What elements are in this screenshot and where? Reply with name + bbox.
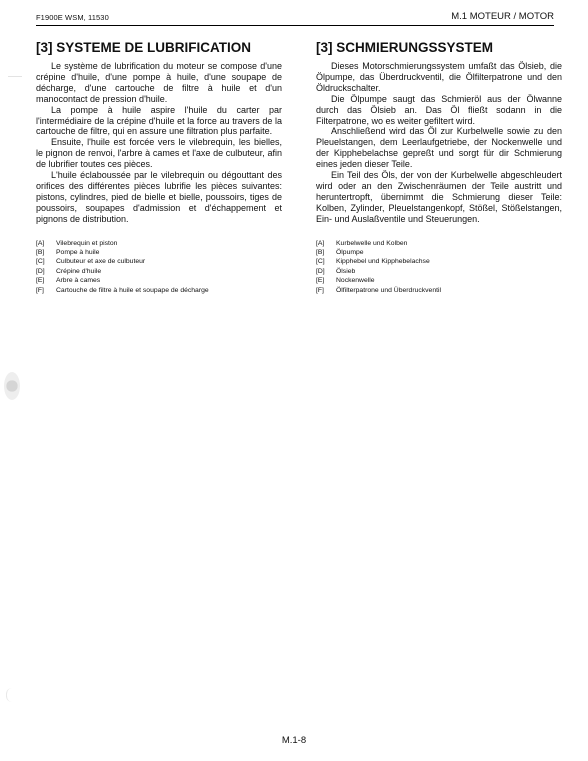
legend-de — [316, 239, 562, 295]
legend-key: [D] — [36, 267, 45, 275]
legend-item — [316, 239, 562, 248]
legend-item — [316, 276, 562, 285]
legend-key: [B] — [316, 249, 325, 256]
german-column — [316, 40, 562, 295]
paragraph: L'huile éclaboussée par le vilebrequin ou dégouttant des orifices des différentes pièces lubrifie les pièces suivantes: pistons, cylindres, pied de bielle et bielle, poussoirs, tiges de poussoirs, soupapes d'admission et d'échappement et pignons de distribution. — [36, 170, 282, 224]
paragraph: Ensuite, l'huile est forcée vers le vilebrequin, les bielles, le pignon de renvoi, l'arbre à cames et l'axe de culbuteur, afin de lubrifier toutes ces pièces. — [36, 137, 282, 170]
legend-label: Culbuteur et axe de culbuteur — [56, 258, 146, 266]
paragraph: La pompe à huile aspire l'huile du carter par l'intermédiaire de la crépine d'huile et la force au travers de la cartouche de filtre, qui en assure une filtration plus parfaite. — [36, 104, 282, 137]
legend-key: [E] — [316, 277, 325, 285]
legend-item — [316, 257, 562, 266]
paragraph: Anschließend wird das Öl zur Kurbelwelle sowie zu den Pleuelstangen, dem Leerlaufgetriebe, der Nockenwelle und der Kipphebelachse gepreßt und sorgt für dir Schmierung eines jeden dieser Teile. — [316, 126, 562, 170]
legend-label: Cartouche de filtre à huile et soupape de décharge — [56, 286, 209, 294]
paragraph: Le système de lubrification du moteur se compose d'une crépine d'huile, d'une pompe à huile, d'une soupape de décharge, d'une cartouche de filtre à huile et d'un manocontact de pression d'huile. — [36, 61, 282, 104]
legend-item — [36, 257, 282, 266]
legend-label: Kurbelwelle und Kolben — [336, 239, 408, 247]
legend-key: [B] — [36, 249, 45, 256]
legend-key: [F] — [36, 286, 44, 294]
legend-label: Crépine d'huile — [56, 267, 102, 275]
legend-key: [A] — [36, 239, 45, 247]
legend-label: Ölpumpe — [336, 249, 364, 256]
paragraph: Die Ölpumpe saugt das Schmieröl aus der Ölwanne durch das Ölsieb an. Das Öl fließt sodann in die Filterpatrone, wo es weiter gefiltert wird. — [316, 93, 562, 126]
document-code: F1900E WSM, 11530 — [36, 13, 109, 22]
paragraph: Ein Teil des Öls, der von der Kurbelwelle abgeschleudert wird oder an den Zwischenräumen der Teile austritt und heruntertropft, übernimmt die Schmierung dieser Teile: Kolben, Zylinder, Pleuelstangenkopf, Stößel, Stößelstangen, Ein- und Auslaßventile und Steuerungen. — [316, 170, 562, 224]
scan-artifact-mark — [6, 688, 19, 702]
legend-key: [D] — [316, 267, 325, 275]
legend-label: Arbre à cames — [56, 277, 101, 285]
legend-item — [316, 286, 562, 295]
legend-item — [316, 267, 562, 276]
legend-label: Pompe à huile — [56, 249, 100, 256]
legend-label: Ölsieb — [336, 267, 356, 275]
section-title-de: [3] SCHMIERUNGSSYSTEM — [316, 40, 494, 55]
legend-label: Kipphebel und Kipphebelachse — [336, 258, 430, 266]
body-text-de — [316, 61, 562, 225]
legend-item — [316, 248, 562, 257]
scan-artifact-mark — [8, 76, 22, 80]
header-divider — [36, 25, 554, 26]
french-column — [36, 40, 282, 295]
legend-item — [36, 276, 282, 285]
legend-item — [36, 267, 282, 276]
punch-hole-mark — [4, 372, 20, 400]
legend-item — [36, 286, 282, 295]
legend-fr — [36, 239, 282, 295]
legend-key: [C] — [316, 258, 325, 266]
legend-key: [C] — [36, 258, 45, 266]
legend-label: Nockenwelle — [336, 277, 375, 285]
body-text-fr — [36, 61, 282, 225]
legend-key: [A] — [316, 239, 325, 247]
legend-label: Vilebrequin et piston — [56, 239, 118, 247]
section-title-fr: [3] SYSTEME DE LUBRIFICATION — [36, 40, 252, 55]
legend-item — [36, 248, 282, 257]
legend-key: [E] — [36, 277, 45, 285]
paragraph: Dieses Motorschmierungssystem umfaßt das Ölsieb, die Ölpumpe, das Überdruckventil, die Ölfilterpatrone und den Öldruckschalter. — [316, 61, 562, 93]
legend-label: Ölfilterpatrone und Überdruckventil — [336, 286, 442, 294]
section-heading: M.1 MOTEUR / MOTOR — [451, 11, 554, 22]
page-number: M.1-8 — [281, 735, 307, 746]
legend-item — [36, 239, 282, 248]
legend-key: [F] — [316, 286, 324, 294]
